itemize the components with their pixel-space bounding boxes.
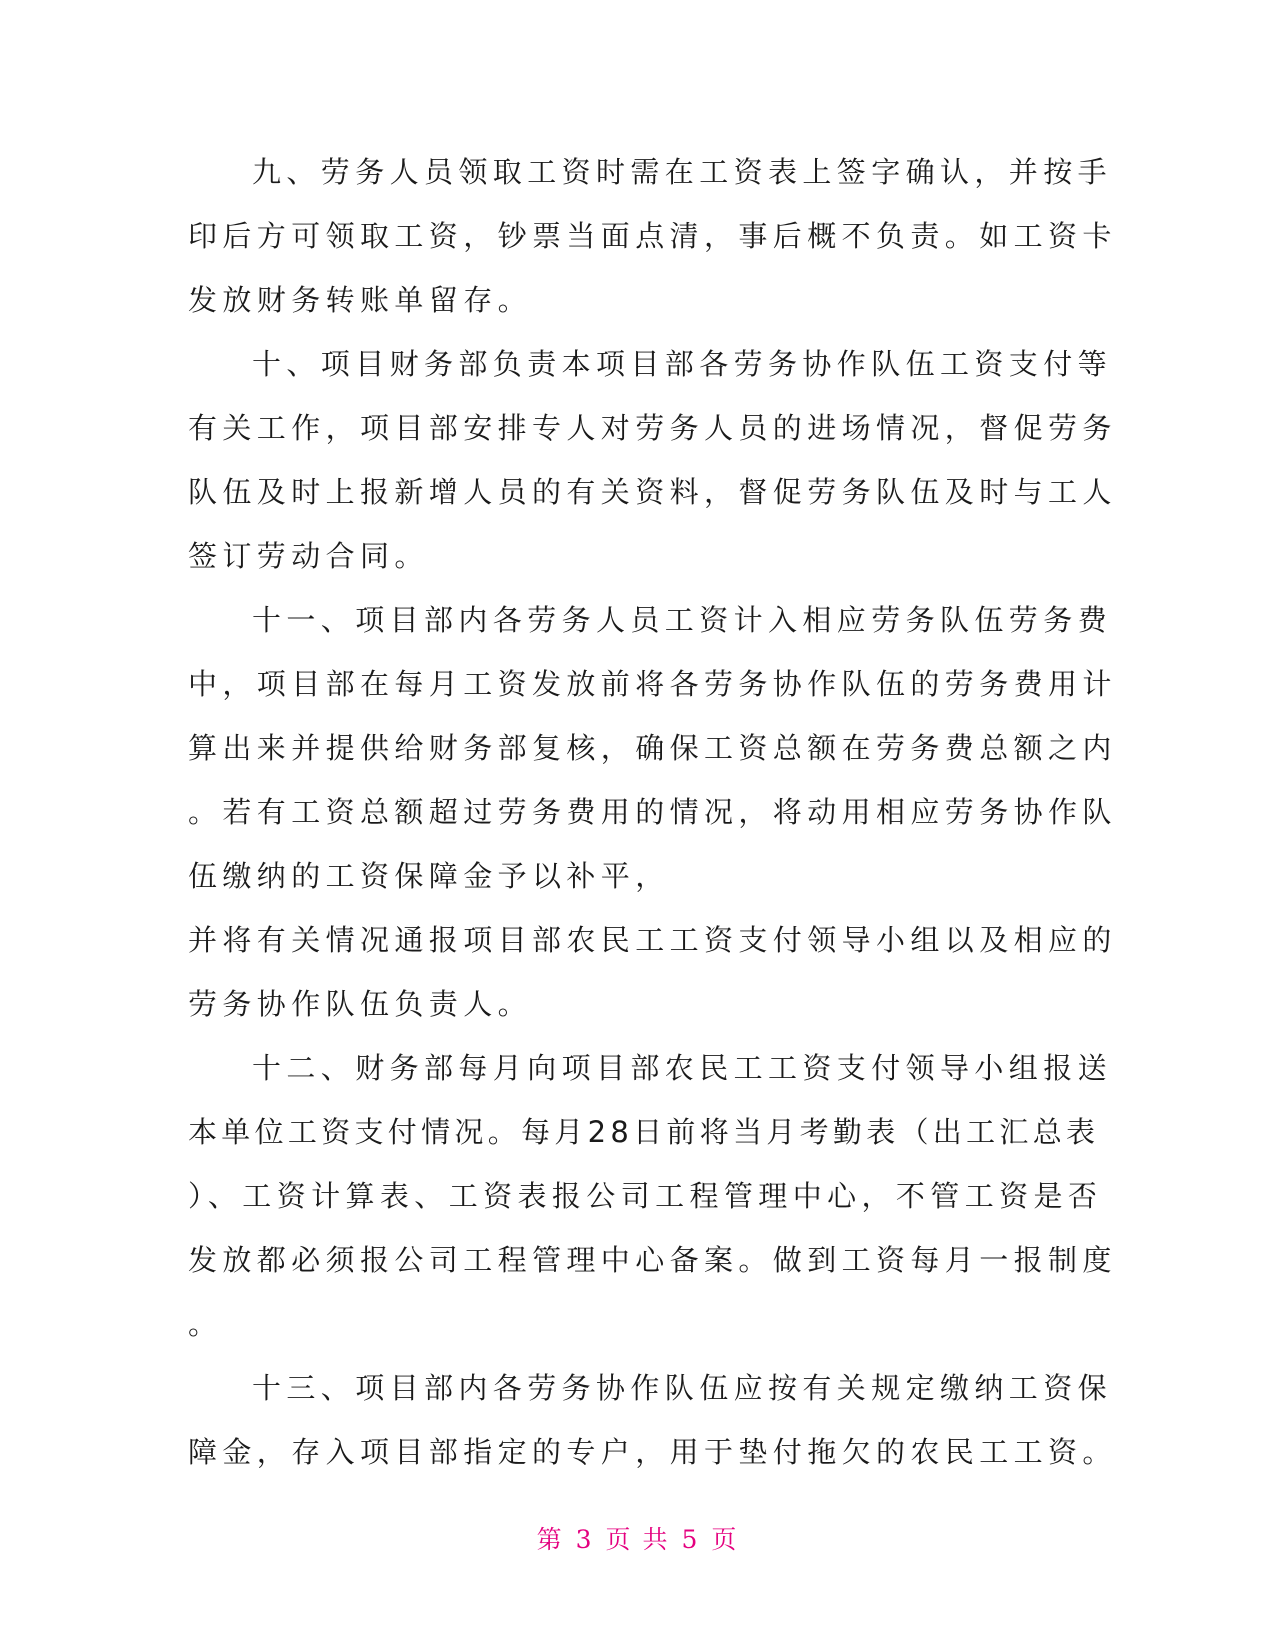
paragraph-10-line-3: 队伍及时上报新增人员的有关资料，督促劳务队伍及时与工人	[188, 475, 1117, 509]
paragraph-10-line-4: 签订劳动合同。	[188, 539, 429, 573]
paragraph-11-line-1: 十一、项目部内各劳务人员工资计入相应劳务队伍劳务费	[252, 603, 1113, 637]
paragraph-11-line-7: 劳务协作队伍负责人。	[188, 987, 533, 1021]
footer-middle: 页 共	[605, 1525, 670, 1554]
footer-suffix: 页	[711, 1525, 739, 1554]
paragraph-12-line-5: 。	[188, 1307, 223, 1341]
paragraph-9-line-2: 印后方可领取工资，钞票当面点清，事后概不负责。如工资卡	[188, 219, 1117, 253]
footer-prefix: 第	[536, 1525, 564, 1554]
paragraph-13-line-1: 十三、项目部内各劳务协作队伍应按有关规定缴纳工资保	[252, 1371, 1113, 1405]
paragraph-12-line-4: 发放都必须报公司工程管理中心备案。做到工资每月一报制度	[188, 1243, 1117, 1277]
paragraph-11-line-2: 中，项目部在每月工资发放前将各劳务协作队伍的劳务费用计	[188, 667, 1117, 701]
paragraph-12-line-1: 十二、财务部每月向项目部农民工工资支付领导小组报送	[252, 1051, 1113, 1085]
paragraph-12-line-3: ）、工资计算表、工资表报公司工程管理中心，不管工资是否	[188, 1179, 1103, 1213]
paragraph-12-line-2: 本单位工资支付情况。每月28日前将当月考勤表（出工汇总表	[188, 1115, 1100, 1149]
page-footer	[0, 1520, 1275, 1556]
paragraph-11-line-3: 算出来并提供给财务部复核，确保工资总额在劳务费总额之内	[188, 731, 1117, 765]
paragraph-9-line-3: 发放财务转账单留存。	[188, 283, 533, 317]
footer-page-number: 3	[575, 1525, 594, 1554]
paragraph-13-line-2: 障金，存入项目部指定的专户，用于垫付拖欠的农民工工资。	[188, 1435, 1117, 1469]
paragraph-9-line-1: 九、劳务人员领取工资时需在工资表上签字确认，并按手	[252, 155, 1113, 189]
document-body	[188, 140, 1117, 1484]
paragraph-10-line-1: 十、项目财务部负责本项目部各劳务协作队伍工资支付等	[252, 347, 1113, 381]
footer-total-pages: 5	[681, 1525, 700, 1554]
paragraph-11-line-4: 。若有工资总额超过劳务费用的情况，将动用相应劳务协作队	[188, 795, 1117, 829]
paragraph-11-line-5: 伍缴纳的工资保障金予以补平，	[188, 859, 670, 893]
paragraph-10-line-2: 有关工作，项目部安排专人对劳务人员的进场情况，督促劳务	[188, 411, 1117, 445]
paragraph-11-line-6: 并将有关情况通报项目部农民工工资支付领导小组以及相应的	[188, 923, 1117, 957]
